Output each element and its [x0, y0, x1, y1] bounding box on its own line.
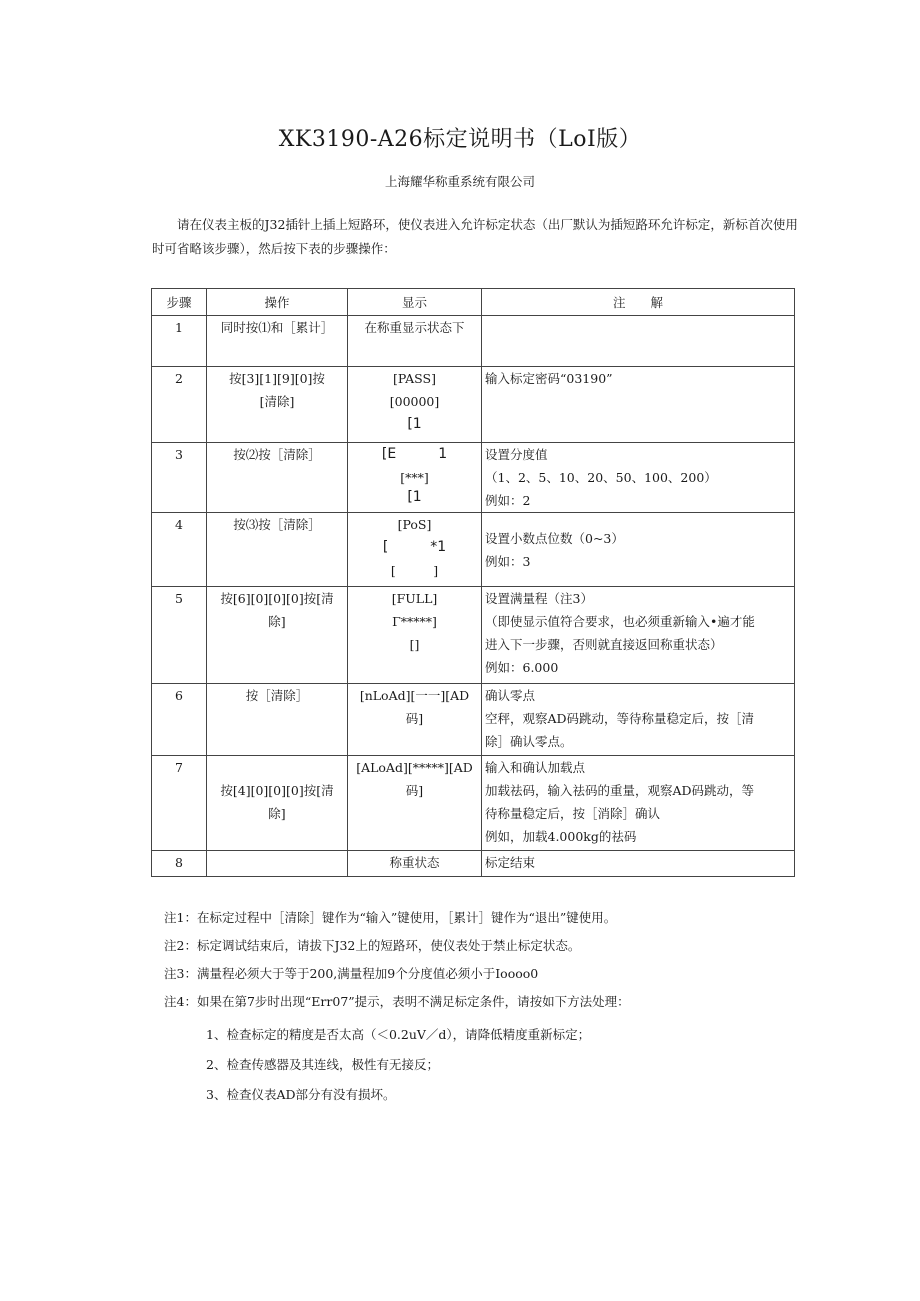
- note-cell: [482, 316, 795, 367]
- note-cell: [482, 851, 795, 877]
- table-row: [152, 684, 795, 756]
- operation-cell: [207, 443, 348, 513]
- display-cell: [348, 756, 482, 851]
- document-title: XK3190-A26标定说明书（LoI版）: [278, 127, 642, 152]
- spacer: [485, 513, 791, 527]
- table-row: [152, 513, 795, 587]
- display-line: [E 1: [381, 446, 448, 462]
- display-line: [ ]: [390, 563, 439, 578]
- note-line: 加载祛码，输入祛码的重量，观察AD码跳动，等: [485, 783, 755, 798]
- note-line: 标定结束: [485, 855, 536, 870]
- operation-line: 同时按⑴和［累计］: [220, 320, 334, 335]
- note-line: 例如：6.000: [485, 660, 559, 675]
- note-2: 注2：标定调试结束后，请拔下J32上的短路环，使仪表处于禁止标定状态。: [164, 938, 581, 953]
- display-line: [PoS]: [397, 517, 432, 532]
- header-note: 注 解: [482, 289, 795, 316]
- note-line: （即使显示值符合要求，也必须重新输入•遍才能: [485, 614, 755, 629]
- display-cell: [348, 587, 482, 684]
- company-name: 上海耀华称重系统有限公司: [384, 174, 535, 189]
- note-line: 输入和确认加载点: [485, 760, 586, 775]
- step-number: 2: [152, 367, 207, 443]
- calibration-steps-table: [151, 288, 795, 877]
- table-row: [152, 587, 795, 684]
- display-line: 在称重显示状态下: [364, 320, 465, 335]
- display-line: [nLoAd][一一][AD: [359, 688, 470, 703]
- troubleshoot-item: 3、检查仪表AD部分有没有损坏。: [206, 1087, 396, 1102]
- note-cell: [482, 367, 795, 443]
- intro-text: 请在仪表主板的J32插针上插上短路环，使仪表进入允许标定状态（出厂默认为插短路环允许标定，新标首次使用时可省略该步骤），然后按下表的步骤操作：: [152, 217, 798, 256]
- header-step: 步骤: [152, 289, 207, 316]
- display-cell: [348, 513, 482, 587]
- operation-line: [清除]: [259, 394, 295, 409]
- display-cell: [348, 851, 482, 877]
- operation-cell: [207, 367, 348, 443]
- note-cell: [482, 513, 795, 587]
- operation-line: 按[3][1][9][0]按: [229, 371, 325, 386]
- operation-cell: [207, 513, 348, 587]
- operation-cell: [207, 316, 348, 367]
- display-line: [***]: [400, 470, 429, 485]
- note-line: 例如：2: [485, 493, 531, 508]
- note-3: 注3：满量程必须大于等于200,满量程加9个分度值必须小于Ioooo0: [164, 966, 539, 981]
- display-line: [1: [407, 489, 422, 503]
- note-cell: [482, 587, 795, 684]
- operation-cell: [207, 851, 348, 877]
- troubleshoot-list: [164, 1020, 804, 1110]
- display-line: 码]: [405, 783, 424, 798]
- step-number: 5: [152, 587, 207, 684]
- operation-line: 按[4][0][0][0]按[清: [220, 783, 334, 798]
- table-row: [152, 756, 795, 851]
- operation-cell: [207, 684, 348, 756]
- operation-line: 按⑵按［清除］: [233, 447, 321, 462]
- display-line: [00000]: [389, 394, 440, 409]
- display-line: 码]: [405, 711, 424, 726]
- display-cell: [348, 684, 482, 756]
- step-number: 3: [152, 443, 207, 513]
- note-line: 进入下一步骤，否则就直接返回称重状态）: [485, 637, 723, 652]
- display-line: Γ*****]: [392, 614, 437, 629]
- note-cell: [482, 684, 795, 756]
- display-line: [PASS]: [393, 371, 436, 386]
- note-line: 例如，加载4.000kg的祛码: [485, 829, 637, 844]
- display-cell: [348, 367, 482, 443]
- note-line: 空秤，观察AD码跳动，等待称量稳定后，按［清: [485, 711, 755, 726]
- note-line: 输入标定密码“03190”: [485, 371, 613, 386]
- step-number: 4: [152, 513, 207, 587]
- troubleshoot-item: 2、检查传感器及其连线，极性有无接反；: [206, 1057, 439, 1072]
- operation-line: 除]: [268, 614, 286, 629]
- note-1: 注1：在标定过程中［清除］键作为“输入”键使用，［累计］键作为“退出”键使用。: [164, 910, 617, 925]
- step-number: 8: [152, 851, 207, 877]
- display-line: 称重状态: [389, 855, 440, 870]
- note-line: 设置小数点位数（0~3）: [485, 531, 624, 546]
- troubleshoot-item: 1、检查标定的精度是否太高（＜0.2uV／d），请降低精度重新标定；: [206, 1027, 591, 1042]
- operation-line: 按［清除］: [245, 688, 309, 703]
- header-display: 显示: [348, 289, 482, 316]
- display-cell: [348, 316, 482, 367]
- step-number: 7: [152, 756, 207, 851]
- note-line: 设置分度值: [485, 447, 548, 462]
- note-line: 除］确认零点。: [485, 734, 573, 749]
- table-row: [152, 443, 795, 513]
- note-line: 例如：3: [485, 554, 531, 569]
- operation-cell: [207, 587, 348, 684]
- note-line: 设置满量程（注3）: [485, 591, 593, 606]
- display-line: []: [409, 637, 420, 652]
- display-line: [ALoAd][*****][AD: [356, 760, 473, 775]
- intro-paragraph: [152, 213, 802, 261]
- display-cell: [348, 443, 482, 513]
- note-4: 注4：如果在第7步时出现“Err07”提示，表明不满足标定条件，请按如下方法处理：: [164, 994, 630, 1009]
- table-row: [152, 851, 795, 877]
- operation-line: 除]: [268, 806, 286, 821]
- note-cell: [482, 756, 795, 851]
- display-line: [ *1: [382, 539, 447, 555]
- table-header-row: [152, 289, 795, 316]
- note-line: 待称量稳定后，按［消除］确认: [485, 806, 661, 821]
- step-number: 1: [152, 316, 207, 367]
- table-row: [152, 316, 795, 367]
- note-line: （1、2、5、10、20、50、100、200）: [485, 470, 717, 485]
- step-number: 6: [152, 684, 207, 756]
- note-cell: [482, 443, 795, 513]
- table-row: [152, 367, 795, 443]
- display-line: [FULL]: [391, 591, 438, 606]
- notes-section: [164, 904, 804, 1110]
- display-line: [1: [407, 416, 422, 432]
- header-operation: 操作: [207, 289, 348, 316]
- operation-cell: [207, 756, 348, 851]
- note-line: 确认零点: [485, 688, 536, 703]
- operation-line: 按⑶按［清除］: [233, 517, 321, 532]
- operation-line: 按[6][0][0][0]按[清: [220, 591, 334, 606]
